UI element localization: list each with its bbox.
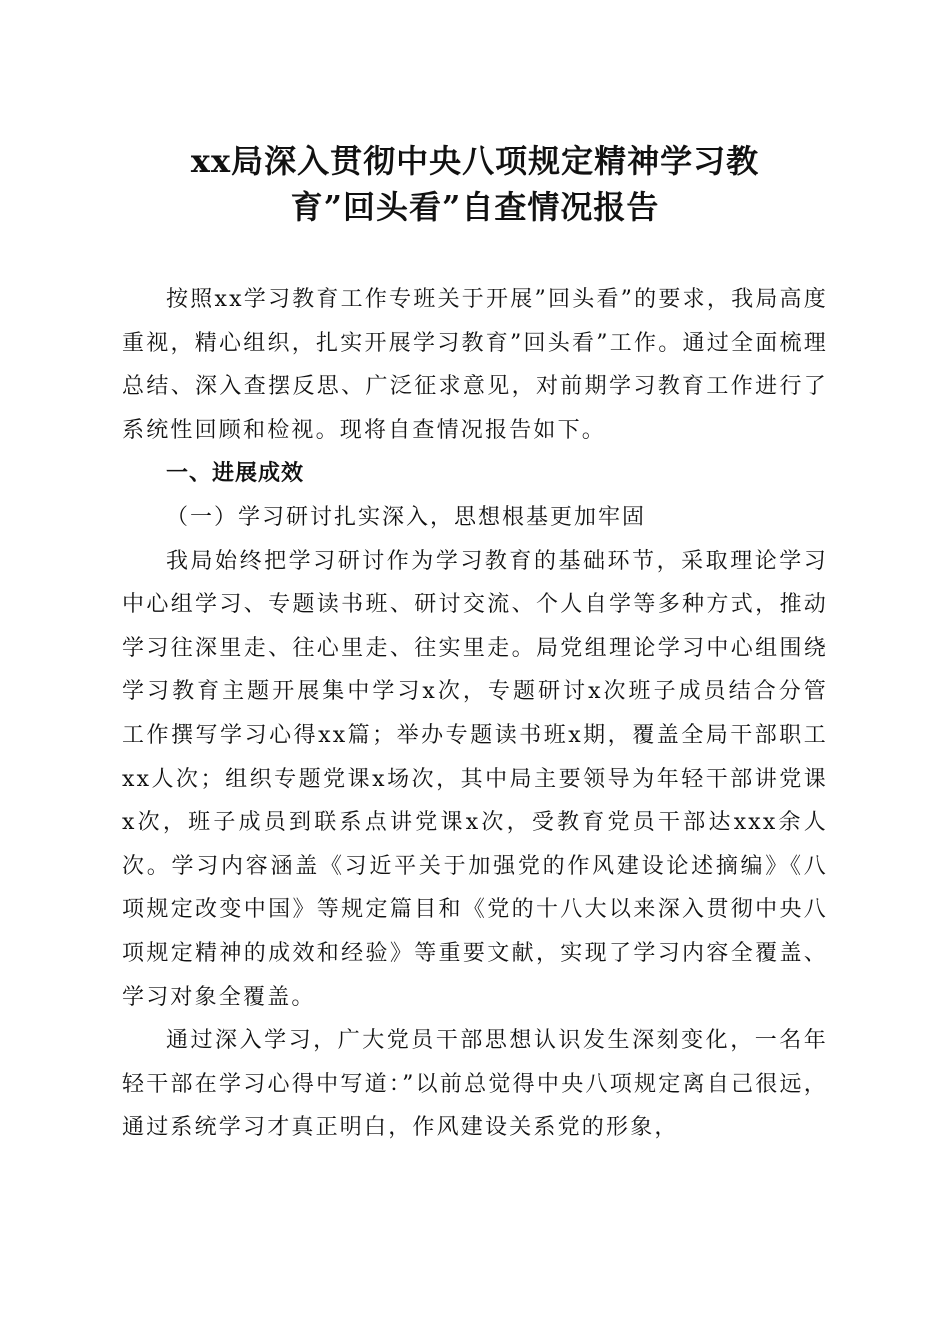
section-heading: 一、进展成效 [166,461,305,487]
document-title [120,138,830,230]
subsection-heading: （一）学习研讨扎实深入，思想根基更加牢固 [166,504,647,530]
body-paragraph: 通过深入学习，广大党员干部思想认识发生深刻变化，一名年轻干部在学习心得中写道：”以前总觉得中央八项规定离自己很远，通过系统学习才真正明白，作风建设关系党的形象， [122,1028,828,1141]
body-paragraph: 我局始终把学习研讨作为学习教育的基础环节，采取理论学习中心组学习、专题读书班、研讨交流、个人自学等多种方式，推动学习往深里走、往心里走、往实里走。局党组理论学习中心组围绕学习教育主题开展集中学习x次，专题研讨x次班子成员结合分管工作撰写学习心得xx篇；举办专题读书班x期，覆盖全局干部职工xx人次；组织专题党课x场次，其中局主要领导为年轻干部讲党课x次，班子成员到联系点讲党课x次，受教育党员干部达xxx余人次。学习内容涵盖《习近平关于加强党的作风建设论述摘编》《八项规定改变中国》等规定篇目和《党的十八大以来深入贯彻中央八项规定精神的成效和经验》等重要文献，实现了学习内容全覆盖、学习对象全覆盖。 [122,548,828,1010]
title-line-2: 育”回头看”自查情况报告 [290,188,660,226]
title-line-1: xx局深入贯彻中央八项规定精神学习教 [190,142,760,180]
document-body [122,278,828,1150]
intro-paragraph: 按照xx学习教育工作专班关于开展”回头看”的要求，我局高度重视，精心组织，扎实开展学习教育”回头看”工作。通过全面梳理总结、深入查摆反思、广泛征求意见，对前期学习教育工作进行了系统性回顾和检视。现将自查情况报告如下。 [122,287,828,443]
